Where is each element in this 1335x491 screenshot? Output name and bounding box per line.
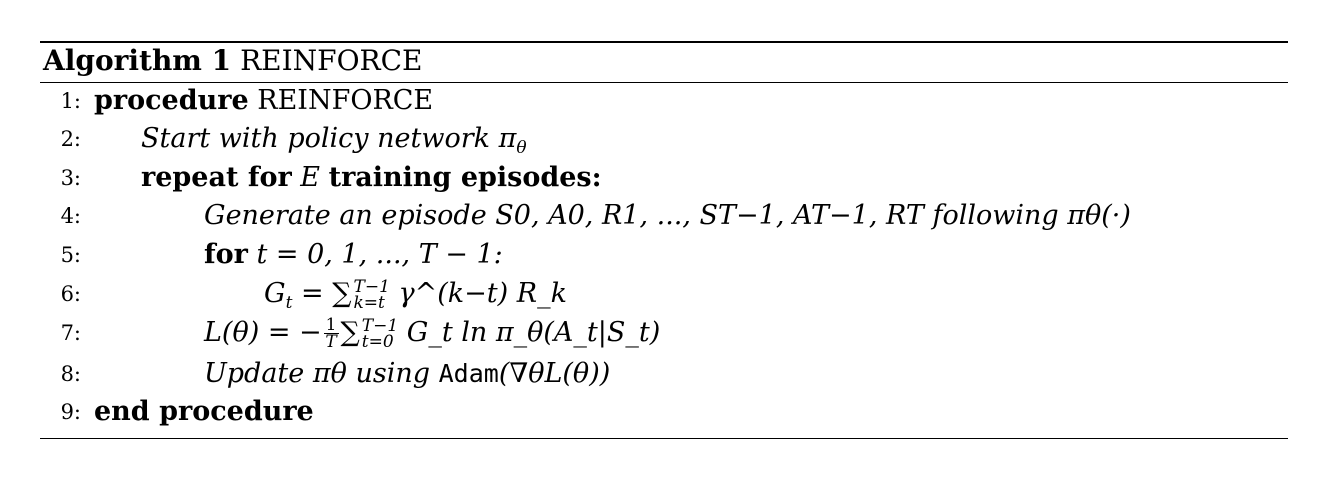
top-rule <box>40 41 1288 43</box>
episodes-variable: E <box>300 162 320 193</box>
fraction-numerator: 1 <box>325 315 337 335</box>
loop-range: t = 0, 1, ..., T − 1: <box>256 239 503 270</box>
return-subscript: t <box>285 293 293 313</box>
comment-text: Start with policy network <box>141 123 490 154</box>
episode-sequence: S0, A0, R1, ..., ST−1, AT−1, RT <box>495 200 924 231</box>
return-symbol: G <box>264 278 286 309</box>
comment-update: Update <box>204 358 305 389</box>
line-number: 3: <box>60 166 81 190</box>
optimizer-argument: (∇θL(θ)) <box>498 358 611 389</box>
line-number: 1: <box>60 89 81 113</box>
line-number: 6: <box>60 282 81 306</box>
optimizer-name: Adam <box>438 359 499 388</box>
policy-expression: πθ <box>312 358 347 389</box>
policy-subscript: θ <box>516 138 527 158</box>
policy-symbol: π <box>498 123 517 154</box>
sum-upper-limit: T−1 <box>361 315 399 336</box>
sum-lower-limit: k=t <box>353 292 385 313</box>
sum-upper-limit: T−1 <box>353 276 390 297</box>
comment-using: using <box>355 358 431 389</box>
loss-lhs: L(θ) = − <box>204 317 322 348</box>
keyword-end-procedure: end procedure <box>94 396 314 427</box>
discounted-reward: γ^(k−t) R_k <box>398 278 567 309</box>
keyword-repeat-for: repeat for <box>141 162 292 193</box>
keyword-for: for <box>204 239 248 270</box>
comment-text: Generate an episode <box>204 200 487 231</box>
line-number: 8: <box>60 362 81 386</box>
loss-rhs: G_t ln π_θ(A_t|S_t) <box>406 317 661 348</box>
policy-expression: πθ(·) <box>1067 200 1131 231</box>
keyword-training-episodes: training episodes: <box>328 162 602 193</box>
line-number: 9: <box>60 400 81 424</box>
comment-text-following: following <box>932 200 1059 231</box>
algorithm-caption <box>43 44 422 78</box>
line-number: 5: <box>60 243 81 267</box>
sum-lower-limit: t=0 <box>361 331 394 352</box>
line-number: 2: <box>60 127 81 151</box>
fraction-denominator: T <box>325 332 337 352</box>
procedure-name: REINFORCE <box>257 85 434 116</box>
line-number: 7: <box>60 321 81 345</box>
keyword-procedure: procedure <box>94 85 249 116</box>
algorithm-name: REINFORCE <box>240 44 423 77</box>
line-number: 4: <box>60 204 81 228</box>
bottom-rule <box>40 438 1288 439</box>
algorithm-label: Algorithm 1 <box>43 44 232 77</box>
